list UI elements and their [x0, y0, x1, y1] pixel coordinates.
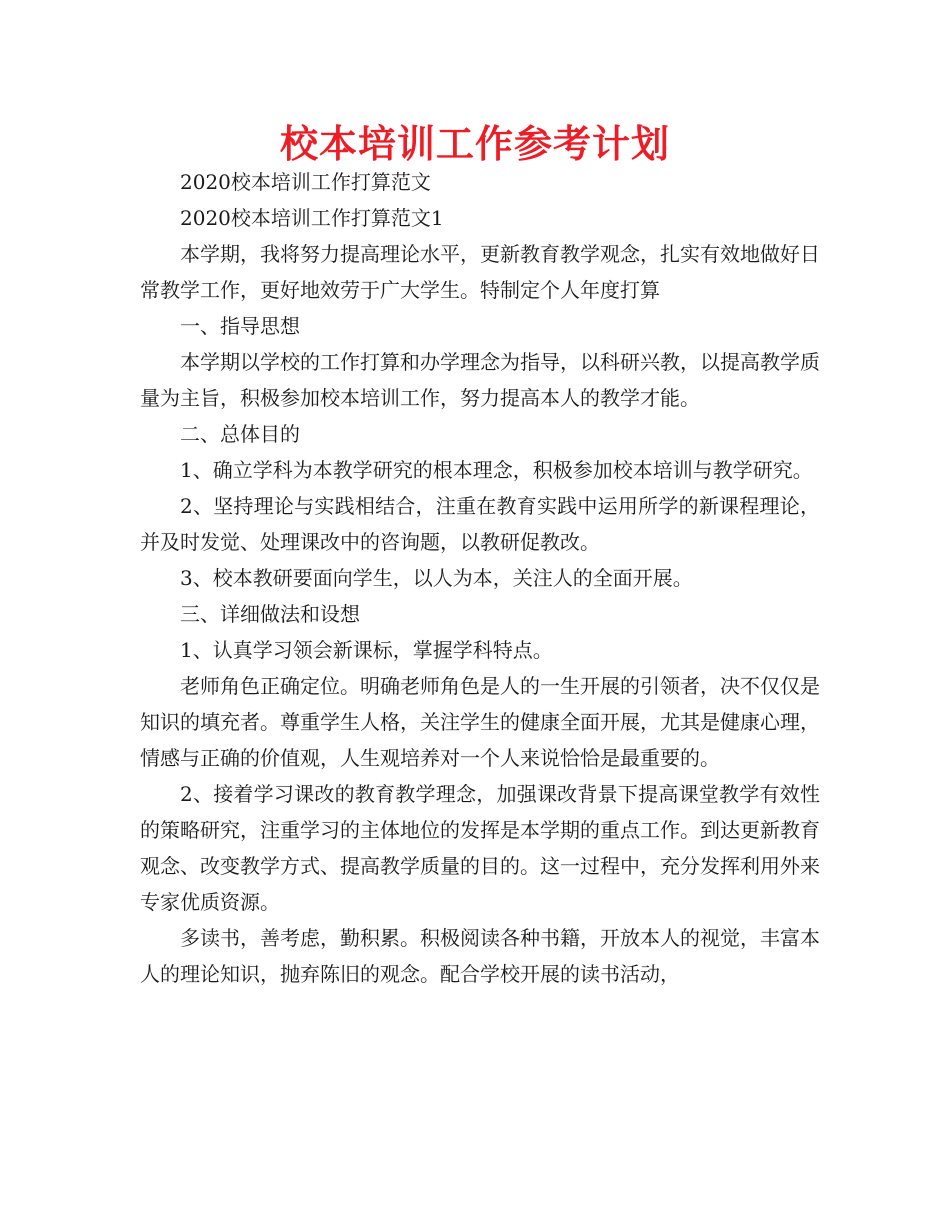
paragraph: 本学期以学校的工作打算和办学理念为指导，以科研兴教，以提高教学质量为主旨，积极参加校本培训工作，努力提高本人的教学才能。: [140, 350, 820, 410]
paragraph: 3、校本教研要面向学生，以人为本，关注人的全面开展。: [180, 566, 693, 590]
paragraph: 2、坚持理论与实践相结合，注重在教育实践中运用所学的新课程理论，并及时发觉、处理课改中的咨询题，以教研促教改。: [140, 494, 820, 554]
paragraph: 老师角色正确定位。明确老师角色是人的一生开展的引领者，决不仅仅是知识的填充者。尊重学生人格，关注学生的健康全面开展，尤其是健康心理，情感与正确的价值观，人生观培养对一个人来说恰恰是最重要的。: [140, 674, 820, 770]
section-heading: 一、指导思想: [180, 314, 300, 338]
document-title: 校本培训工作参考计划: [279, 122, 670, 166]
section-heading: 三、详细做法和设想: [180, 602, 360, 626]
paragraph: 2020校本培训工作打算范文1: [180, 206, 444, 230]
paragraph: 多读书，善考虑，勤积累。积极阅读各种书籍，开放本人的视觉，丰富本人的理论知识，抛弃陈旧的观念。配合学校开展的读书活动，: [140, 926, 820, 986]
document-body: [140, 164, 820, 992]
paragraph: 2、接着学习课改的教育教学理念，加强课改背景下提高课堂教学有效性的策略研究，注重学习的主体地位的发挥是本学期的重点工作。到达更新教育观念、改变教学方式、提高教学质量的目的。这一过程中，充分发挥利用外来专家优质资源。: [140, 782, 820, 914]
section-heading: 二、总体目的: [180, 422, 300, 446]
paragraph: 1、认真学习领会新课标，掌握学科特点。: [180, 638, 553, 662]
paragraph: 2020校本培训工作打算范文: [180, 170, 431, 194]
paragraph: 本学期，我将努力提高理论水平，更新教育教学观念，扎实有效地做好日常教学工作，更好地效劳于广大学生。特制定个人年度打算: [140, 242, 820, 302]
paragraph: 1、确立学科为本教学研究的根本理念，积极参加校本培训与教学研究。: [180, 458, 813, 482]
